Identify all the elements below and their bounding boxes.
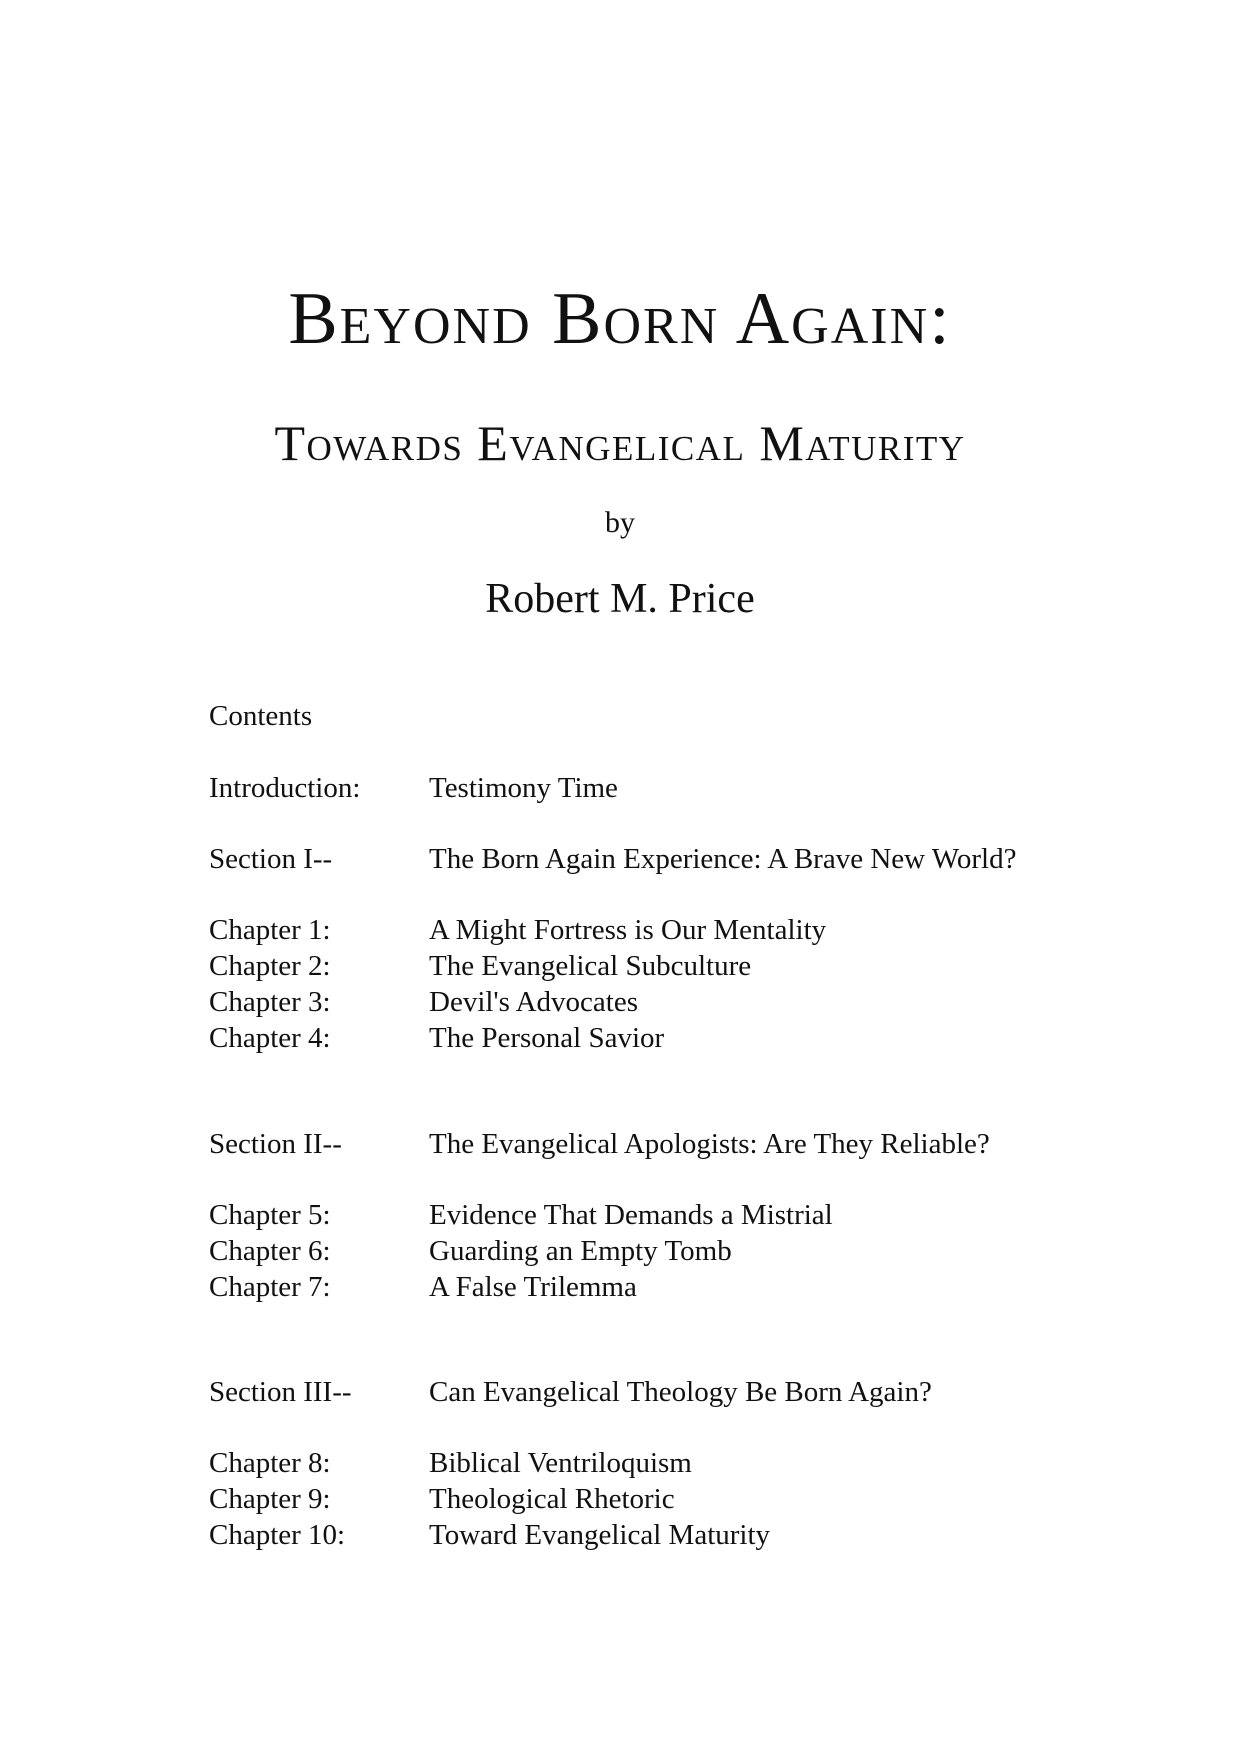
toc-title: The Evangelical Subculture [429, 950, 752, 982]
toc-label: Chapter 3: [209, 986, 331, 1018]
toc-entry-chapter-7 [209, 1273, 637, 1302]
toc-entry-chapter-9 [209, 1485, 675, 1514]
toc-label: Section III-- [209, 1376, 352, 1408]
toc-title: A False Trilemma [429, 1271, 637, 1303]
toc-title: Guarding an Empty Tomb [429, 1235, 732, 1267]
toc-entry-chapter-10 [209, 1521, 770, 1550]
toc-title: The Personal Savior [429, 1022, 665, 1054]
toc-title: Evidence That Demands a Mistrial [429, 1199, 833, 1231]
book-title: Beyond Born Again: [288, 278, 952, 360]
toc-entry-chapter-4 [209, 1024, 664, 1053]
toc-entry-chapter-6 [209, 1237, 732, 1266]
author-name: Robert M. Price [485, 576, 755, 622]
toc-title: Theological Rhetoric [429, 1483, 675, 1515]
toc-entry-chapter-3 [209, 988, 638, 1017]
toc-label: Introduction: [209, 772, 361, 804]
toc-title: A Might Fortress is Our Mentality [429, 914, 827, 946]
toc-entry-chapter-5 [209, 1201, 833, 1230]
toc-label: Chapter 9: [209, 1483, 331, 1515]
toc-entry-section-1 [209, 845, 1016, 874]
toc-label: Section I-- [209, 843, 333, 875]
toc-label: Chapter 6: [209, 1235, 331, 1267]
toc-label: Chapter 7: [209, 1271, 331, 1303]
toc-entry-chapter-1 [209, 916, 826, 945]
toc-title: Devil's Advocates [429, 986, 638, 1018]
toc-title: Can Evangelical Theology Be Born Again? [429, 1376, 932, 1408]
book-subtitle: Towards Evangelical Maturity [274, 415, 966, 471]
toc-entry-section-3 [209, 1378, 932, 1407]
toc-entry-chapter-2 [209, 952, 751, 981]
toc-label: Chapter 4: [209, 1022, 331, 1054]
toc-label: Chapter 10: [209, 1519, 346, 1551]
toc-entry-chapter-8 [209, 1449, 692, 1478]
toc-entry-section-2 [209, 1130, 990, 1159]
toc-title: Biblical Ventriloquism [429, 1447, 692, 1479]
toc-label: Chapter 5: [209, 1199, 331, 1231]
toc-title: The Born Again Experience: A Brave New World? [429, 843, 1017, 875]
toc-label: Chapter 1: [209, 914, 331, 946]
toc-title: Toward Evangelical Maturity [429, 1519, 771, 1551]
contents-heading: Contents [209, 700, 313, 732]
toc-entry-introduction [209, 774, 618, 803]
toc-title: Testimony Time [429, 772, 618, 804]
toc-title: The Evangelical Apologists: Are They Reliable? [429, 1128, 990, 1160]
toc-label: Chapter 2: [209, 950, 331, 982]
byline-by: by [605, 506, 635, 539]
toc-label: Chapter 8: [209, 1447, 331, 1479]
toc-label: Section II-- [209, 1128, 342, 1160]
